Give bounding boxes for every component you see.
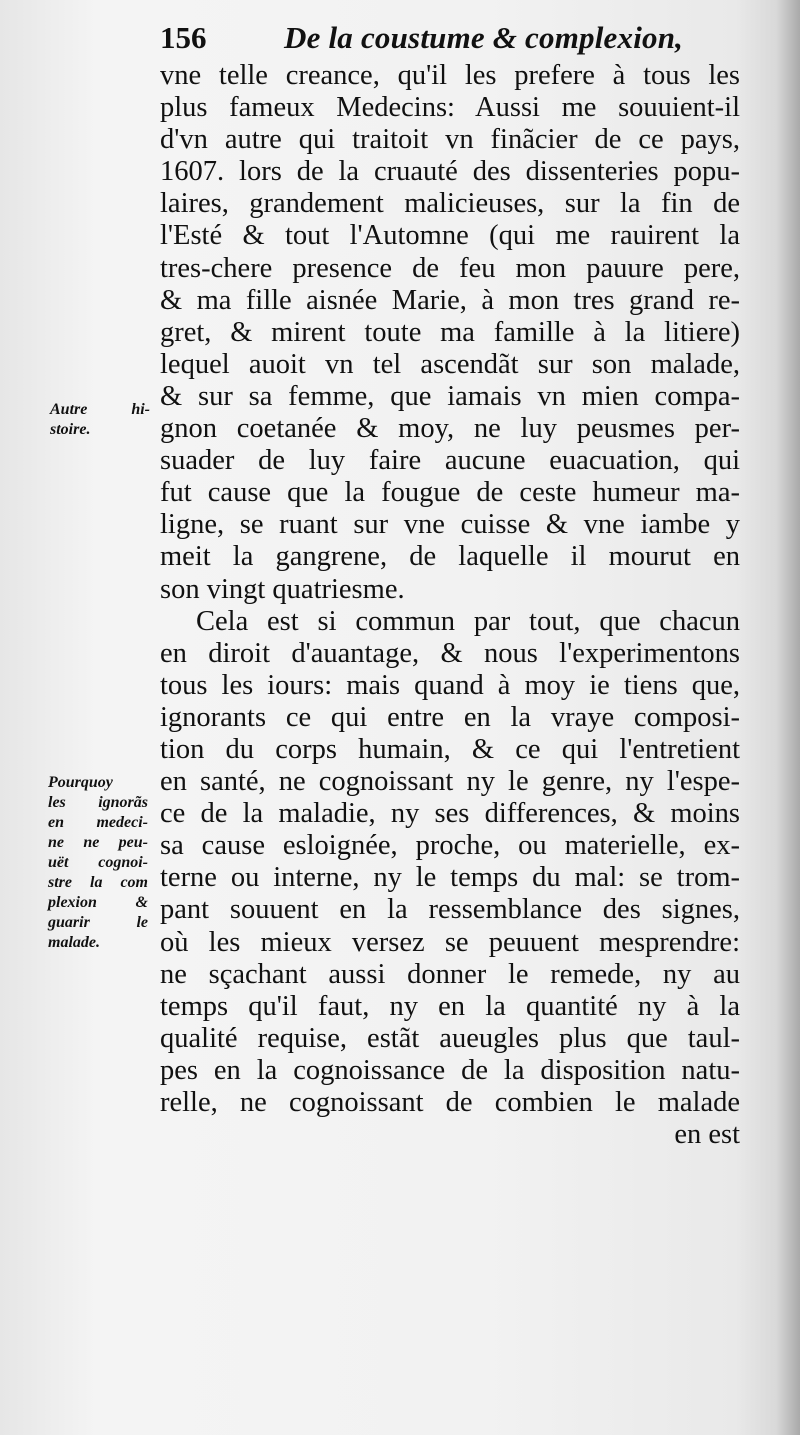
margin-note-line: en medeci- [48,814,148,831]
text-line: suader de luy faire aucune euacuation, qui [160,445,740,477]
text-line: en santé, ne cognoissant ny le genre, ny l'espe- [160,766,740,798]
text-line: sa cause esloignée, proche, ou materielle, ex- [160,830,740,862]
text-line: gret, & mirent toute ma famille à la litiere) [160,316,740,348]
body-text [160,60,740,1151]
margin-note-line: plexion & [48,894,148,911]
page-number: 156 [160,20,207,55]
text-line: vne telle creance, qu'il les prefere à tous les [160,60,740,91]
margin-note-line: ne ne peu- [48,834,148,851]
text-line: terne ou interne, ny le temps du mal: se trom- [160,862,740,894]
text-line: Cela est si commun par tout, que chacun [196,605,740,637]
text-line: relle, ne cognoissant de combien le malade [160,1087,740,1118]
margin-note-line: malade. [48,934,100,951]
text-line: gnon coetanée & moy, ne luy peusmes per- [160,413,740,445]
margin-note-line: stoire. [50,421,91,438]
margin-note-line: guarir le [48,914,148,931]
margin-note-line: uët cognoi- [48,854,148,871]
text-line: tres-chere presence de feu mon pauure pere, [160,252,740,284]
text-line: pant souuent en la ressemblance des signes, [160,894,740,926]
text-line: tion du corps humain, & ce qui l'entretient [160,733,740,765]
text-line: en diroit d'auantage, & nous l'experimentons [160,637,740,669]
margin-note-line: Pourquoy [48,774,113,791]
text-line: temps qu'il faut, ny en la quantité ny à la [160,990,740,1022]
text-line: tous les iours: mais quand à moy ie tiens que, [160,669,740,701]
text-line: ce de la maladie, ny ses differences, & moins [160,798,740,830]
text-line: 1607. lors de la cruauté des dissenteries popu- [160,156,740,188]
text-line: ignorants ce qui entre en la vraye composi- [160,701,740,733]
text-line: pes en la cognoissance de la disposition natu- [160,1054,740,1086]
text-line: fut cause que la fougue de ceste humeur ma- [160,477,740,509]
text-line: l'Esté & tout l'Automne (qui me rauirent la [160,220,740,252]
running-title: De la coustume & complexion, [284,20,684,55]
text-line: d'vn autre qui traitoit vn finãcier de ce pays, [160,124,740,156]
text-line: & sur sa femme, que iamais vn mien compa- [160,380,740,412]
text-line: & ma fille aisnée Marie, à mon tres grand re- [160,284,740,316]
text-line: plus fameux Medecins: Aussi me souuient-il [160,92,740,124]
text-line: meit la gangrene, de laquelle il mourut en [160,541,740,573]
text-line: qualité requise, estãt aueugles plus que taul- [160,1022,740,1054]
text-line: où les mieux versez se peuuent mesprendre: [160,926,740,958]
margin-note-line: Autre hi- [50,401,150,418]
text-line: ligne, se ruant sur vne cuisse & vne iambe y [160,509,740,541]
margin-note-line: les ignorãs [48,794,148,811]
text-line: laires, grandement malicieuses, sur la fin de [160,188,740,220]
catchword: en est [674,1119,740,1151]
margin-note-autre-histoire [50,400,150,440]
margin-note-pourquoy [48,773,148,953]
text-line: son vingt quatriesme. [160,573,405,605]
text-line: ne sçachant aussi donner le remede, ny au [160,958,740,990]
margin-note-line: stre la com [48,874,148,891]
page-gutter-shadow [776,0,800,1435]
text-line: lequel auoit vn tel ascendãt sur son malade, [160,348,740,380]
page-header [160,14,750,62]
